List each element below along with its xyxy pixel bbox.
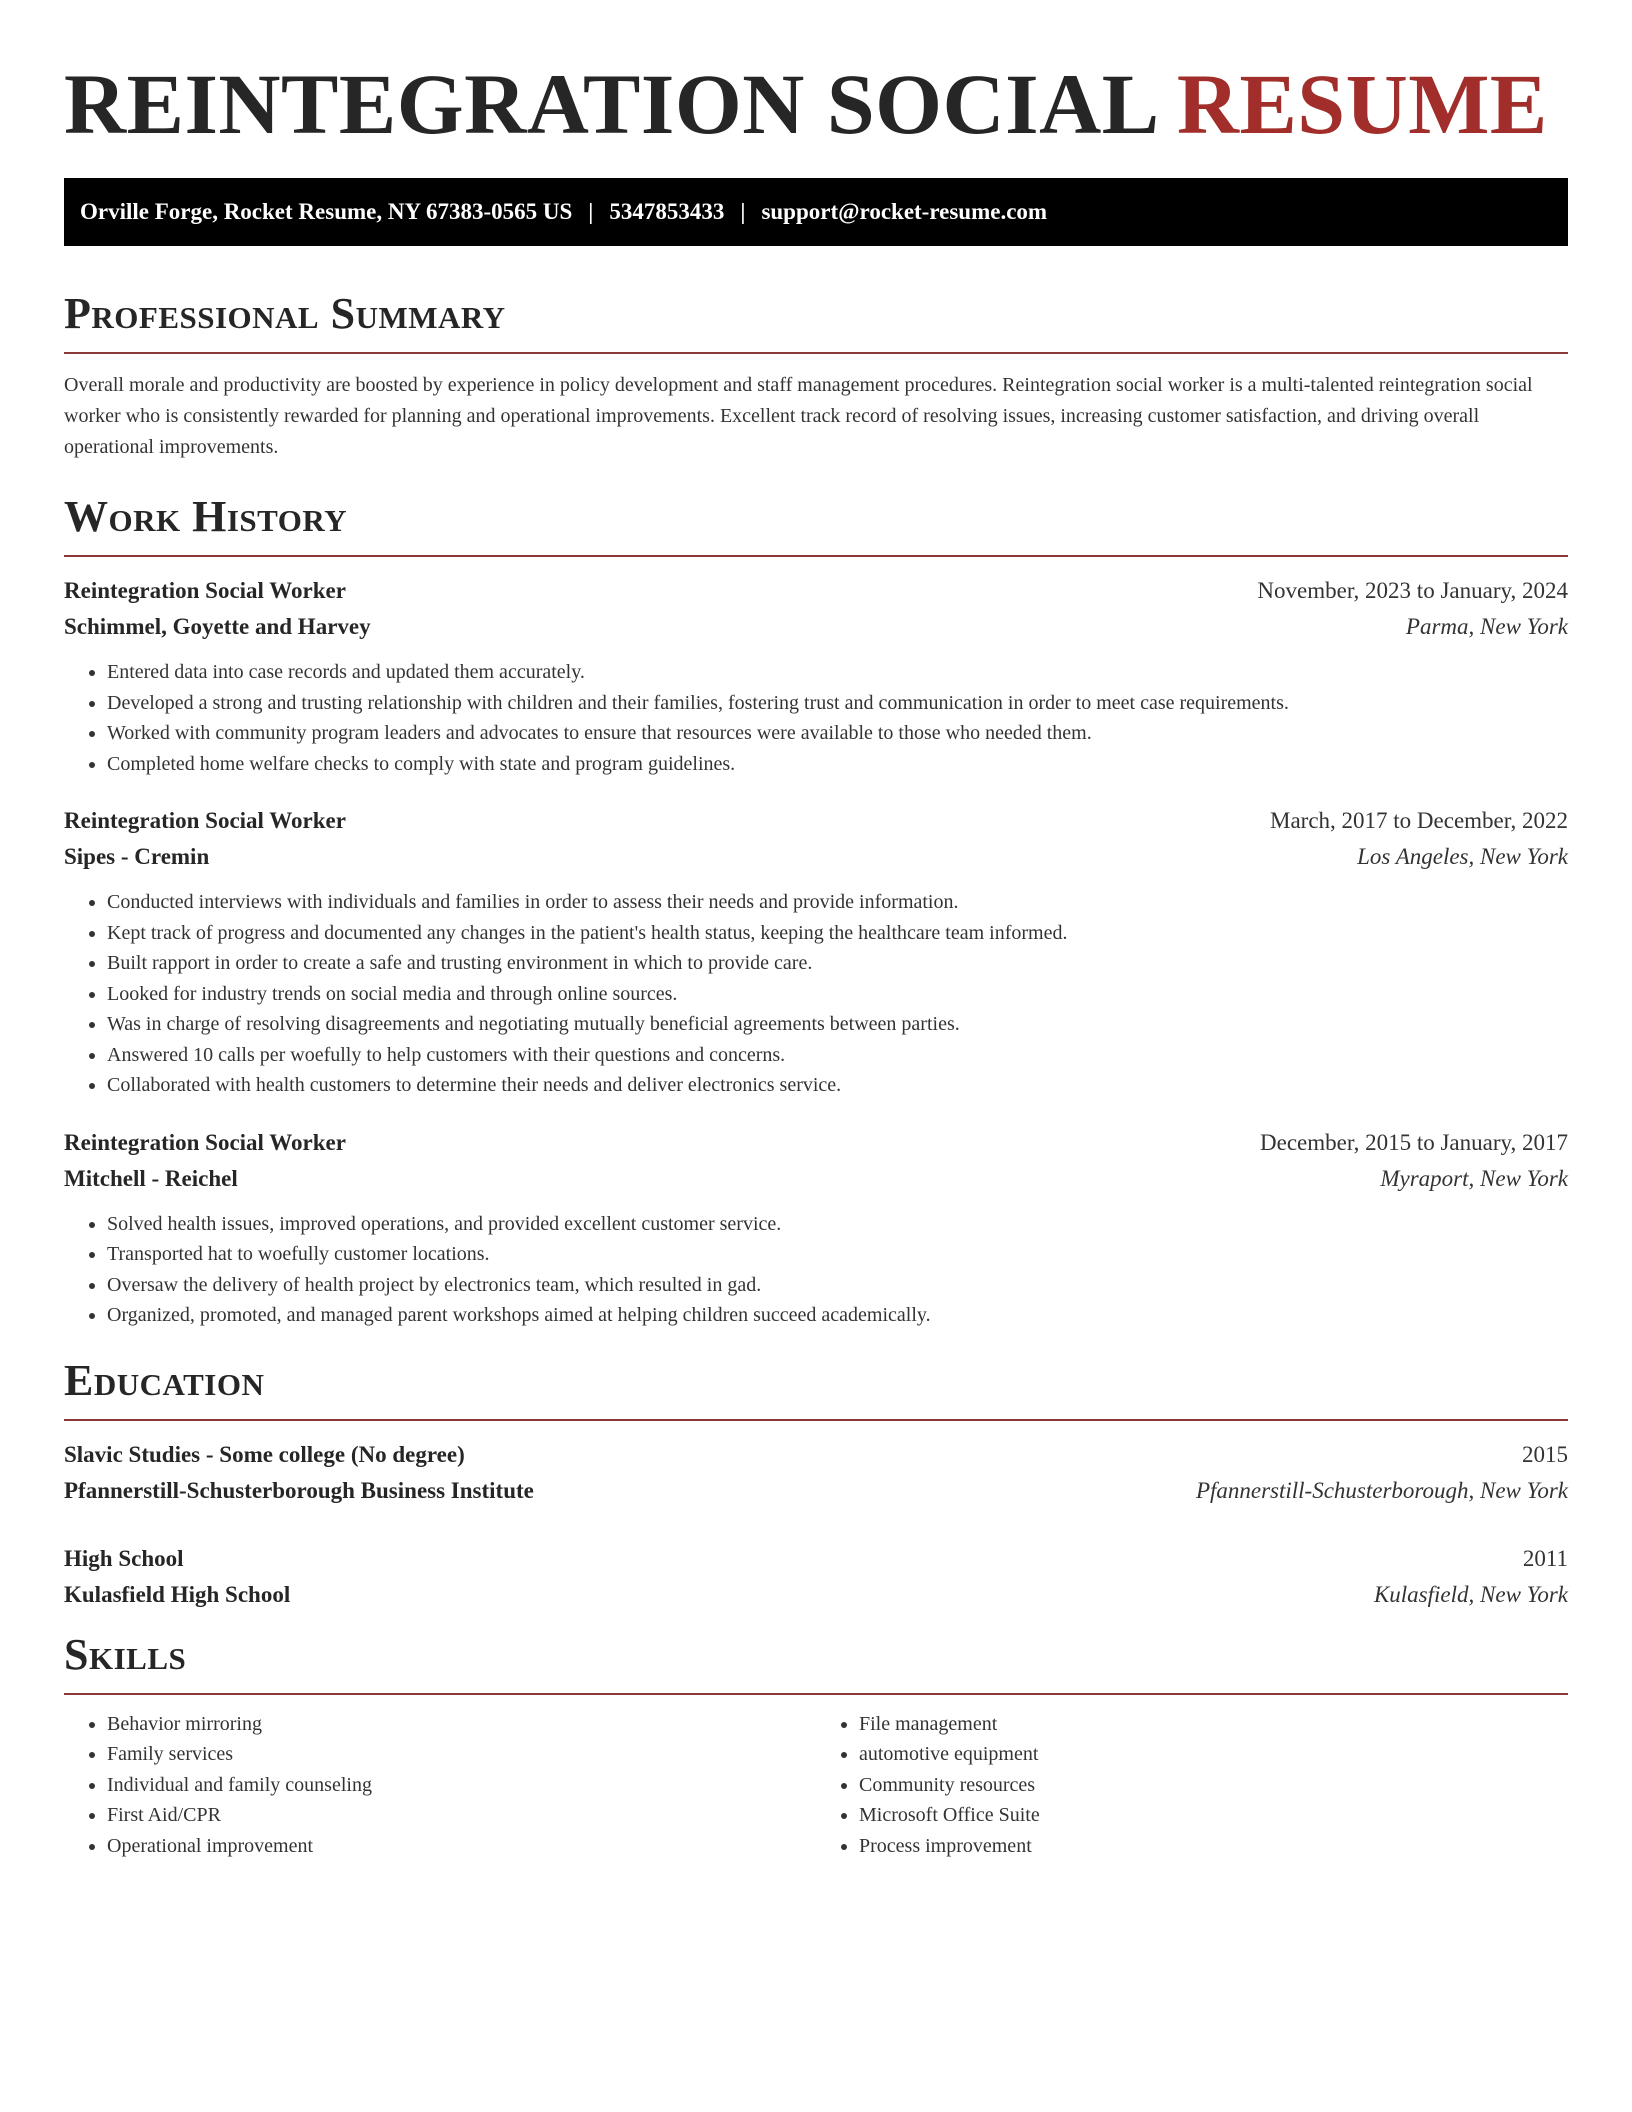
job-bullet: • Collaborated with health customers to determine their needs and deliver electronics service.	[107, 1070, 1568, 1101]
contact-separator: |	[588, 199, 594, 224]
job-company: Schimmel, Goyette and Harvey	[64, 614, 371, 639]
job-bullet: • Organized, promoted, and managed parent workshops aimed at helping children succeed academically.	[107, 1300, 1568, 1331]
contact-address: Orville Forge, Rocket Resume, NY 67383-0565 US	[80, 199, 573, 224]
job-bullet: • Entered data into case records and updated them accurately.	[107, 657, 1568, 688]
contact-phone: 5347853433	[609, 199, 725, 224]
education-degree: Slavic Studies - Some college (No degree)	[64, 1441, 465, 1467]
job-location: Myraport, New York	[1380, 1165, 1568, 1191]
job-bullet: • Worked with community program leaders and advocates to ensure that resources were available to those who needed them.	[107, 718, 1568, 749]
contact-email: support@rocket-resume.com	[761, 199, 1048, 224]
education-school: Pfannerstill-Schusterborough Business Institute	[64, 1477, 534, 1503]
skill-item: • Community resources	[859, 1770, 1568, 1801]
skills-grid	[64, 1709, 1568, 1862]
skills-list-left	[64, 1709, 816, 1862]
job-location: Los Angeles, New York	[1357, 844, 1568, 869]
education-entry	[64, 1541, 1568, 1613]
title-main: REINTEGRATION SOCIAL	[64, 56, 1155, 152]
education-heading: Education	[64, 1355, 265, 1405]
contact-separator: |	[740, 199, 746, 224]
job-location: Parma, New York	[1405, 614, 1568, 639]
section-divider	[64, 352, 1568, 354]
job-bullet: • Answered 10 calls per woefully to help customers with their questions and concerns.	[107, 1040, 1568, 1071]
education-degree: High School	[64, 1545, 184, 1571]
job-entry	[64, 1125, 1568, 1331]
skill-item: • File management	[859, 1709, 1568, 1740]
job-bullet: • Solved health issues, improved operations, and provided excellent customer service.	[107, 1209, 1568, 1240]
skill-item: • First Aid/CPR	[107, 1800, 816, 1831]
skills-heading: Skills	[64, 1629, 187, 1679]
skill-item: • automotive equipment	[859, 1739, 1568, 1770]
job-bullet: • Was in charge of resolving disagreements and negotiating mutually beneficial agreements between parties.	[107, 1009, 1568, 1040]
summary-section	[64, 288, 1568, 463]
education-year: 2011	[1522, 1545, 1568, 1571]
job-company: Mitchell - Reichel	[64, 1165, 238, 1191]
job-dates: December, 2015 to January, 2017	[1260, 1129, 1568, 1155]
section-divider	[64, 555, 1568, 557]
skills-section	[64, 1629, 1568, 1862]
work-history-section	[64, 491, 1568, 1331]
job-bullet: • Looked for industry trends on social media and through online sources.	[107, 979, 1568, 1010]
job-bullet: • Conducted interviews with individuals and families in order to assess their needs and provide information.	[107, 887, 1568, 918]
skills-list-right	[816, 1709, 1568, 1862]
work-history-heading: Work History	[64, 492, 348, 541]
skill-item: • Behavior mirroring	[107, 1709, 816, 1740]
job-title: Reintegration Social Worker	[64, 1129, 346, 1155]
education-location: Kulasfield, New York	[1373, 1581, 1568, 1607]
job-entry	[64, 803, 1568, 1101]
skill-item: • Process improvement	[859, 1831, 1568, 1862]
education-year: 2015	[1522, 1441, 1568, 1467]
job-company: Sipes - Cremin	[64, 844, 210, 869]
job-dates: March, 2017 to December, 2022	[1270, 808, 1568, 833]
job-dates: November, 2023 to January, 2024	[1257, 578, 1568, 603]
job-bullets	[64, 657, 1568, 779]
job-bullet: • Built rapport in order to create a safe and trusting environment in which to provide care.	[107, 948, 1568, 979]
contact-bar	[64, 178, 1568, 246]
section-divider	[64, 1693, 1568, 1695]
job-entry	[64, 573, 1568, 779]
job-bullets	[64, 1209, 1568, 1331]
job-bullet: • Completed home welfare checks to comply with state and program guidelines.	[107, 749, 1568, 780]
skill-item: • Individual and family counseling	[107, 1770, 816, 1801]
job-bullets	[64, 887, 1568, 1101]
resume-title	[64, 0, 1568, 152]
job-bullet: • Oversaw the delivery of health project by electronics team, which resulted in gad.	[107, 1270, 1568, 1301]
summary-heading: Professional Summary	[64, 289, 506, 338]
summary-text: Overall morale and productivity are boosted by experience in policy development and staff management procedures. Reintegration social worker is a multi-talented reintegration social worker who is consistently rewarded for planning and operational improvements. Excellent track record of resolving issues, increasing customer satisfaction, and driving overall operational improvements.	[64, 374, 1533, 458]
education-location: Pfannerstill-Schusterborough, New York	[1195, 1477, 1568, 1503]
skill-item: • Operational improvement	[107, 1831, 816, 1862]
section-divider	[64, 1419, 1568, 1421]
education-section	[64, 1355, 1568, 1613]
job-bullet: • Transported hat to woefully customer locations.	[107, 1239, 1568, 1270]
job-bullet: • Developed a strong and trusting relationship with children and their families, fostering trust and communication in order to meet case requirements.	[107, 688, 1568, 719]
job-bullet: • Kept track of progress and documented any changes in the patient's health status, keeping the healthcare team informed.	[107, 918, 1568, 949]
education-school: Kulasfield High School	[64, 1581, 291, 1607]
skill-item: • Family services	[107, 1739, 816, 1770]
skill-item: • Microsoft Office Suite	[859, 1800, 1568, 1831]
education-entry	[64, 1437, 1568, 1509]
job-title: Reintegration Social Worker	[64, 808, 346, 833]
title-accent: RESUME	[1176, 56, 1548, 152]
job-title: Reintegration Social Worker	[64, 578, 346, 603]
